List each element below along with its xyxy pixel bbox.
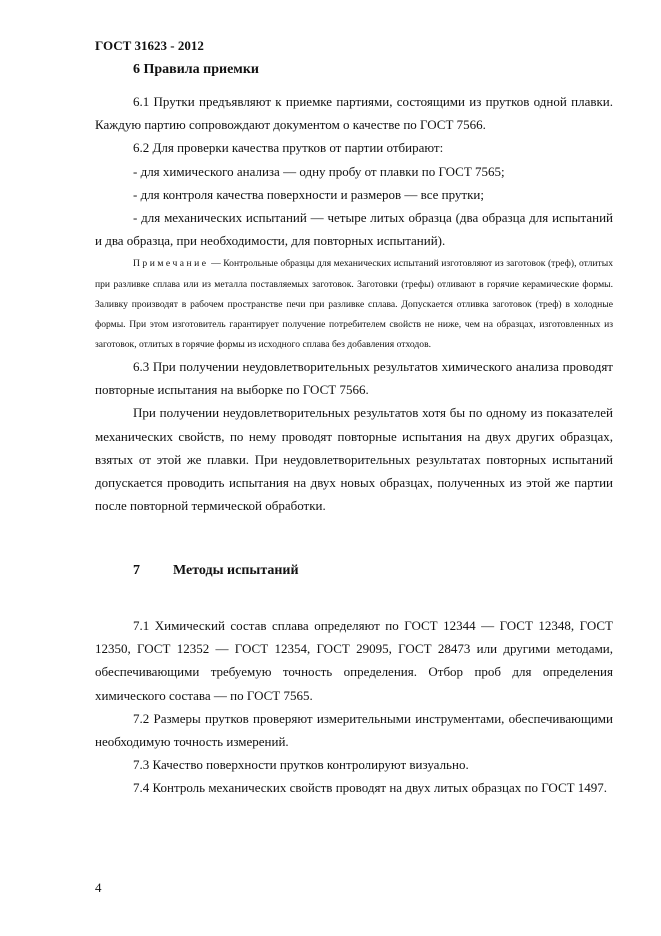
list-item-mechanical: - для механических испытаний — четыре литых образца (два образца для испытаний и два образца, при необходимости, для повторных испытаний). xyxy=(95,210,613,249)
section-7-body xyxy=(95,614,613,800)
section-6-title: 6 Правила приемки xyxy=(133,62,259,77)
page-number: 4 xyxy=(95,880,102,895)
paragraph-7-4: 7.4 Контроль механических свойств проводят на двух литых образцах по ГОСТ 1497. xyxy=(133,780,608,796)
paragraph-7-2: 7.2 Размеры прутков проверяют измерительными инструментами, обеспечивающими необходимую точность измерений. xyxy=(95,710,613,750)
note-label: Примечание xyxy=(133,258,209,270)
paragraph-6-3: 6.3 При получении неудовлетворительных результатов химического анализа проводят повторные испытания на выборке по ГОСТ 7566. xyxy=(95,358,613,398)
section-7-number: 7 xyxy=(133,563,140,578)
note-text: — Контрольные образцы для механических испытаний изготовляют из заготовок (треф), отлитых при разливке сплава или из металла поставляемых заготовок. Заготовки (трефы) отливают в горячие керамические формы. Заливку производят в рабочем пространстве печи при разливке сплава. Допускается отливка заготовок (треф) в холодные формы. При этом изготовитель гарантирует получение потребителем свойств не ниже, чем на образцах, изготовленных из заготовок, отлитых в горячие формы из исходного сплава без добавления отходов. xyxy=(95,258,613,350)
list-item-chemical: - для химического анализа — одну пробу от плавки по ГОСТ 7565; xyxy=(133,163,505,179)
paragraph-7-3: 7.3 Качество поверхности прутков контролируют визуально. xyxy=(133,757,469,773)
section-6-body xyxy=(95,90,613,517)
paragraph-7-1: 7.1 Химический состав сплава определяют по ГОСТ 12344 — ГОСТ 12348, ГОСТ 12350, ГОСТ 12352 — ГОСТ 12354, ГОСТ 29095, ГОСТ 28473 или другими методами, обеспечивающими требуемую точность определения. Отбор проб для определения химического состава — по ГОСТ 7565. xyxy=(95,618,613,703)
section-7-title: Методы испытаний xyxy=(173,563,299,578)
paragraph-6-2: 6.2 Для проверки качества прутков от партии отбирают: xyxy=(133,140,444,156)
document-header: ГОСТ 31623 - 2012 xyxy=(95,38,204,53)
paragraph-6-1: 6.1 Прутки предъявляют к приемке партиями, состоящими из прутков одной плавки. Каждую партию сопровождают документом о качестве по ГОСТ 7566. xyxy=(95,94,613,133)
note-paragraph xyxy=(95,254,613,354)
list-item-surface: - для контроля качества поверхности и размеров — все прутки; xyxy=(133,186,484,202)
paragraph-repeat-tests: При получении неудовлетворительных результатов хотя бы по одному из показателей механических свойств, по нему проводят повторные испытания на двух других образцах, взятых от этой же плавки. При неудовлетворительных результатах повторных испытаний допускается проводить испытания на двух новых образцах, полученных из этой же партии после повторной термической обработки. xyxy=(95,405,613,514)
